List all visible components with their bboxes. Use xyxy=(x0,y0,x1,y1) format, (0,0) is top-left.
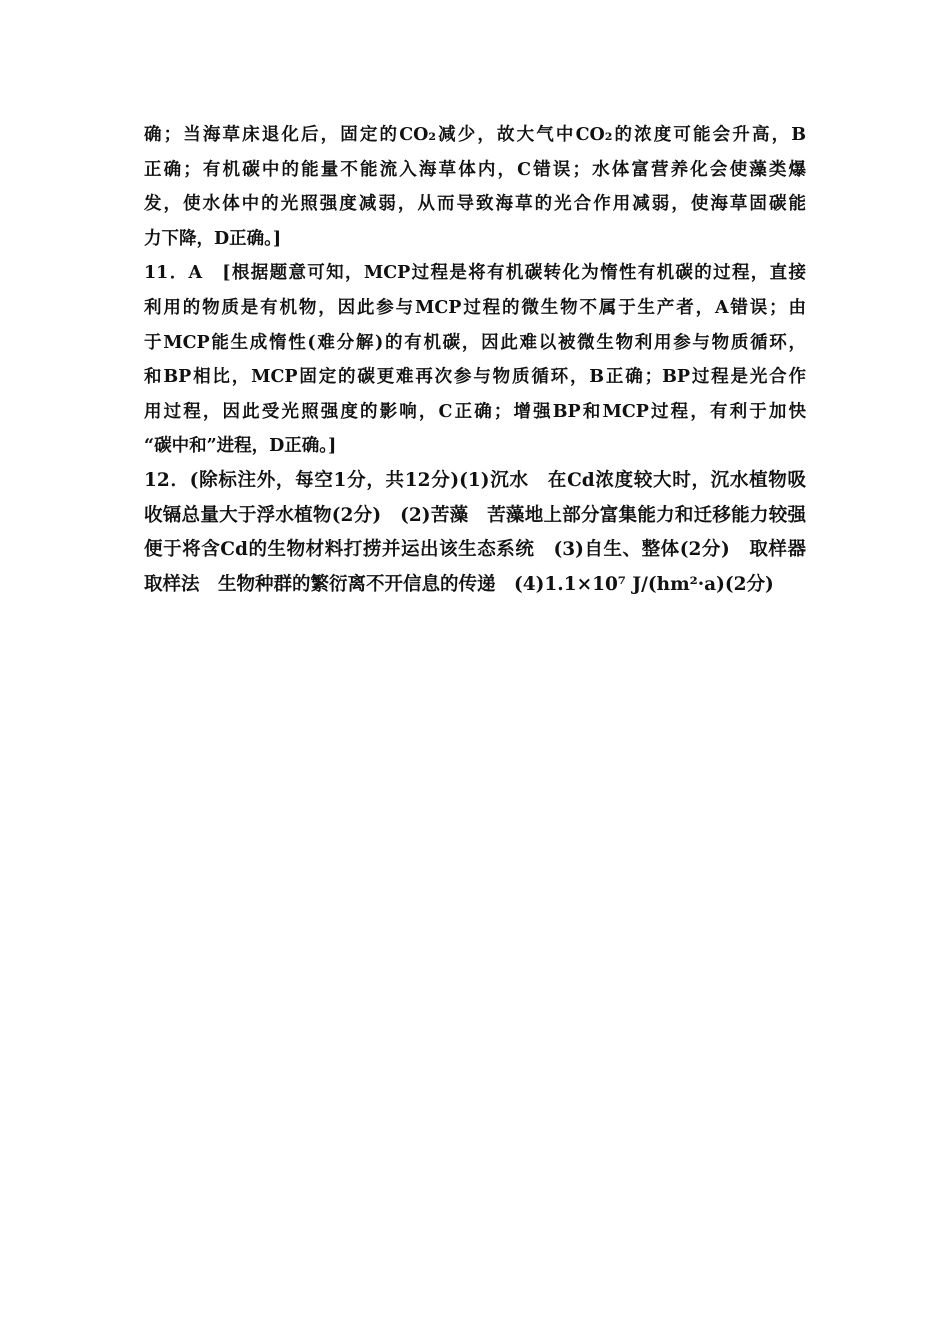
text-line-7: 于MCP能生成惰性(难分解)的有机碳，因此难以被微生物利用参与物质循环， xyxy=(144,332,806,353)
text-line-11: 12．(除标注外，每空1分，共12分)(1)沉水 在Cd浓度较大时，沉水植物吸 xyxy=(144,469,806,491)
document-page xyxy=(144,118,806,602)
text-line-6: 利用的物质是有机物，因此参与MCP过程的微生物不属于生产者，A错误；由 xyxy=(144,297,806,318)
text-line-3: 发，使水体中的光照强度减弱，从而导致海草的光合作用减弱，使海草固碳能 xyxy=(144,194,806,215)
text-line-14: 取样法 生物种群的繁衍离不开信息的传递 (4)1.1×10⁷ J/(hm²·a)(2分) xyxy=(144,573,774,595)
text-line-10: “碳中和”进程，D正确。] xyxy=(144,436,337,457)
text-line-8: 和BP相比，MCP固定的碳更难再次参与物质循环，B正确；BP过程是光合作 xyxy=(144,367,806,388)
text-line-5: 11．A [根据题意可知，MCP过程是将有机碳转化为惰性有机碳的过程，直接 xyxy=(144,263,806,284)
text-line-13: 便于将含Cd的生物材料打捞并运出该生态系统 (3)自生、整体(2分) 取样器 xyxy=(144,539,806,561)
text-line-4: 力下降，D正确。] xyxy=(144,228,282,249)
text-line-12: 收镉总量大于浮水植物(2分) (2)苦藻 苦藻地上部分富集能力和迁移能力较强 xyxy=(144,504,806,526)
text-line-2: 正确；有机碳中的能量不能流入海草体内，C错误；水体富营养化会使藻类爆 xyxy=(144,159,806,180)
text-line-9: 用过程，因此受光照强度的影响，C正确；增强BP和MCP过程，有利于加快 xyxy=(144,401,806,422)
text-line-1: 确；当海草床退化后，固定的CO₂减少，故大气中CO₂的浓度可能会升高，B xyxy=(144,125,806,145)
